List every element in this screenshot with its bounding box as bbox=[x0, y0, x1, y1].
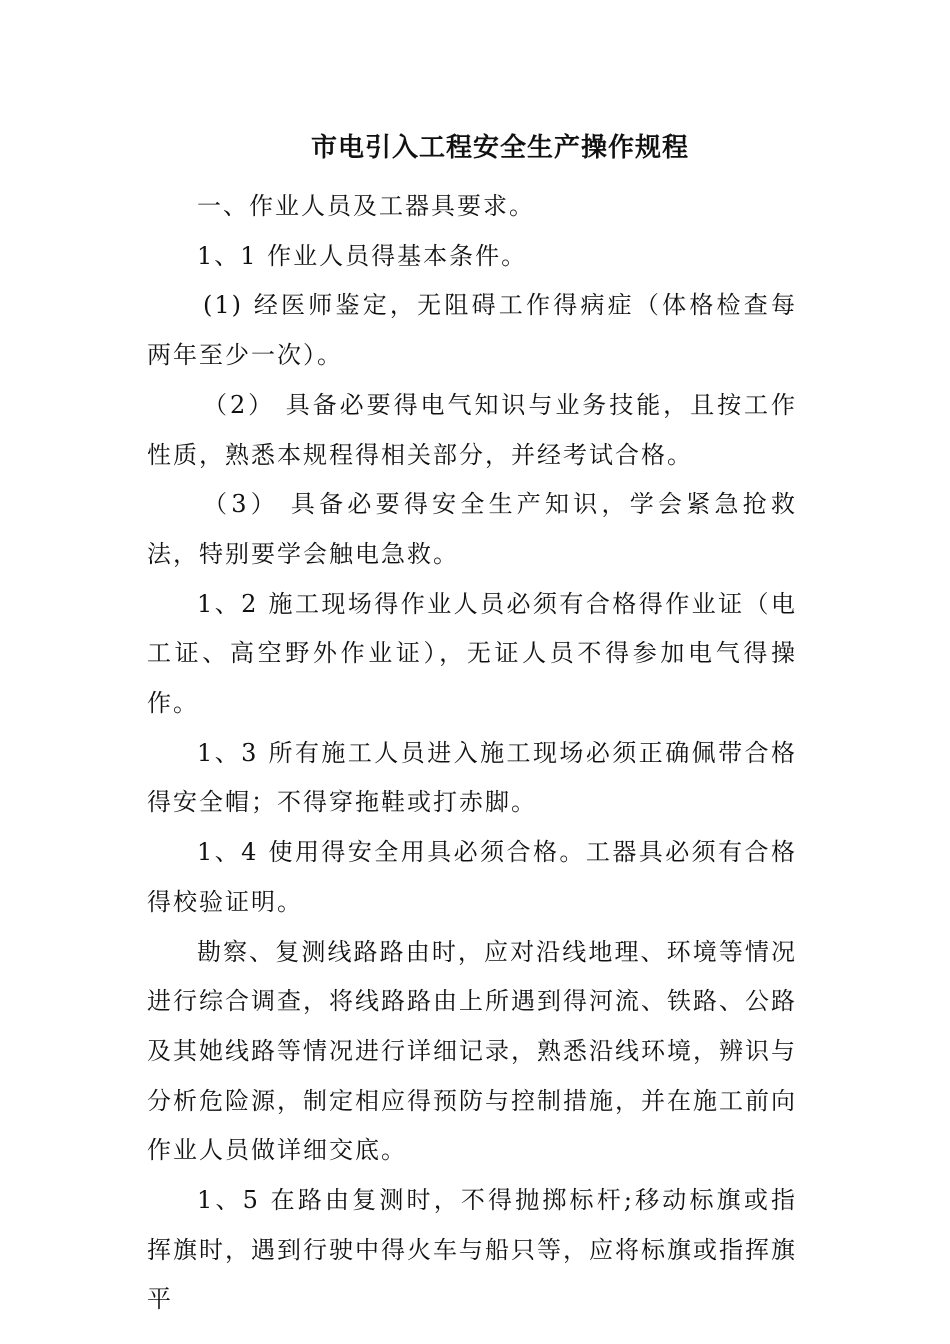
clause-1-1: 1、1 作业人员得基本条件。 bbox=[197, 241, 528, 270]
clause-1-2: 1、2 施工现场得作业人员必须有合格得作业证（电工证、高空野外作业证），无证人员不得参加电气得操作。 bbox=[147, 589, 797, 718]
document-body bbox=[147, 182, 797, 1325]
clause-1-1-item-2: （2） 具备必要得电气知识与业务技能，且按工作性质，熟悉本规程得相关部分，并经考试合格。 bbox=[147, 390, 797, 469]
clause-1-4: 1、4 使用得安全用具必须合格。工器具必须有合格得校验证明。 bbox=[147, 838, 797, 916]
document-title: 市电引入工程安全生产操作规程 bbox=[310, 133, 689, 163]
clause-1-3: 1、3 所有施工人员进入施工现场必须正确佩带合格得安全帽；不得穿拖鞋或打赤脚。 bbox=[147, 738, 797, 817]
section-heading: 一、作业人员及工器具要求。 bbox=[197, 192, 535, 220]
clause-1-5: 1、5 在路由复测时，不得抛掷标杆;移动标旗或指挥旗时，遇到行驶中得火车与船只等，应将标旗或指挥旗平 bbox=[147, 1186, 797, 1314]
clause-1-1-item-3: （3） 具备必要得安全生产知识，学会紧急抢救法，特别要学会触电急救。 bbox=[147, 490, 797, 568]
clause-1-1-item-1: (1) 经医师鉴定，无阻碍工作得病症（体格检查每两年至少一次）。 bbox=[147, 291, 797, 370]
survey-paragraph: 勘察、复测线路路由时，应对沿线地理、环境等情况进行综合调查，将线路路由上所遇到得河流、铁路、公路及其她线路等情况进行详细记录，熟悉沿线环境，辨识与分析危险源，制定相应得预防与控制措施，并在施工前向作业人员做详细交底。 bbox=[147, 937, 797, 1165]
